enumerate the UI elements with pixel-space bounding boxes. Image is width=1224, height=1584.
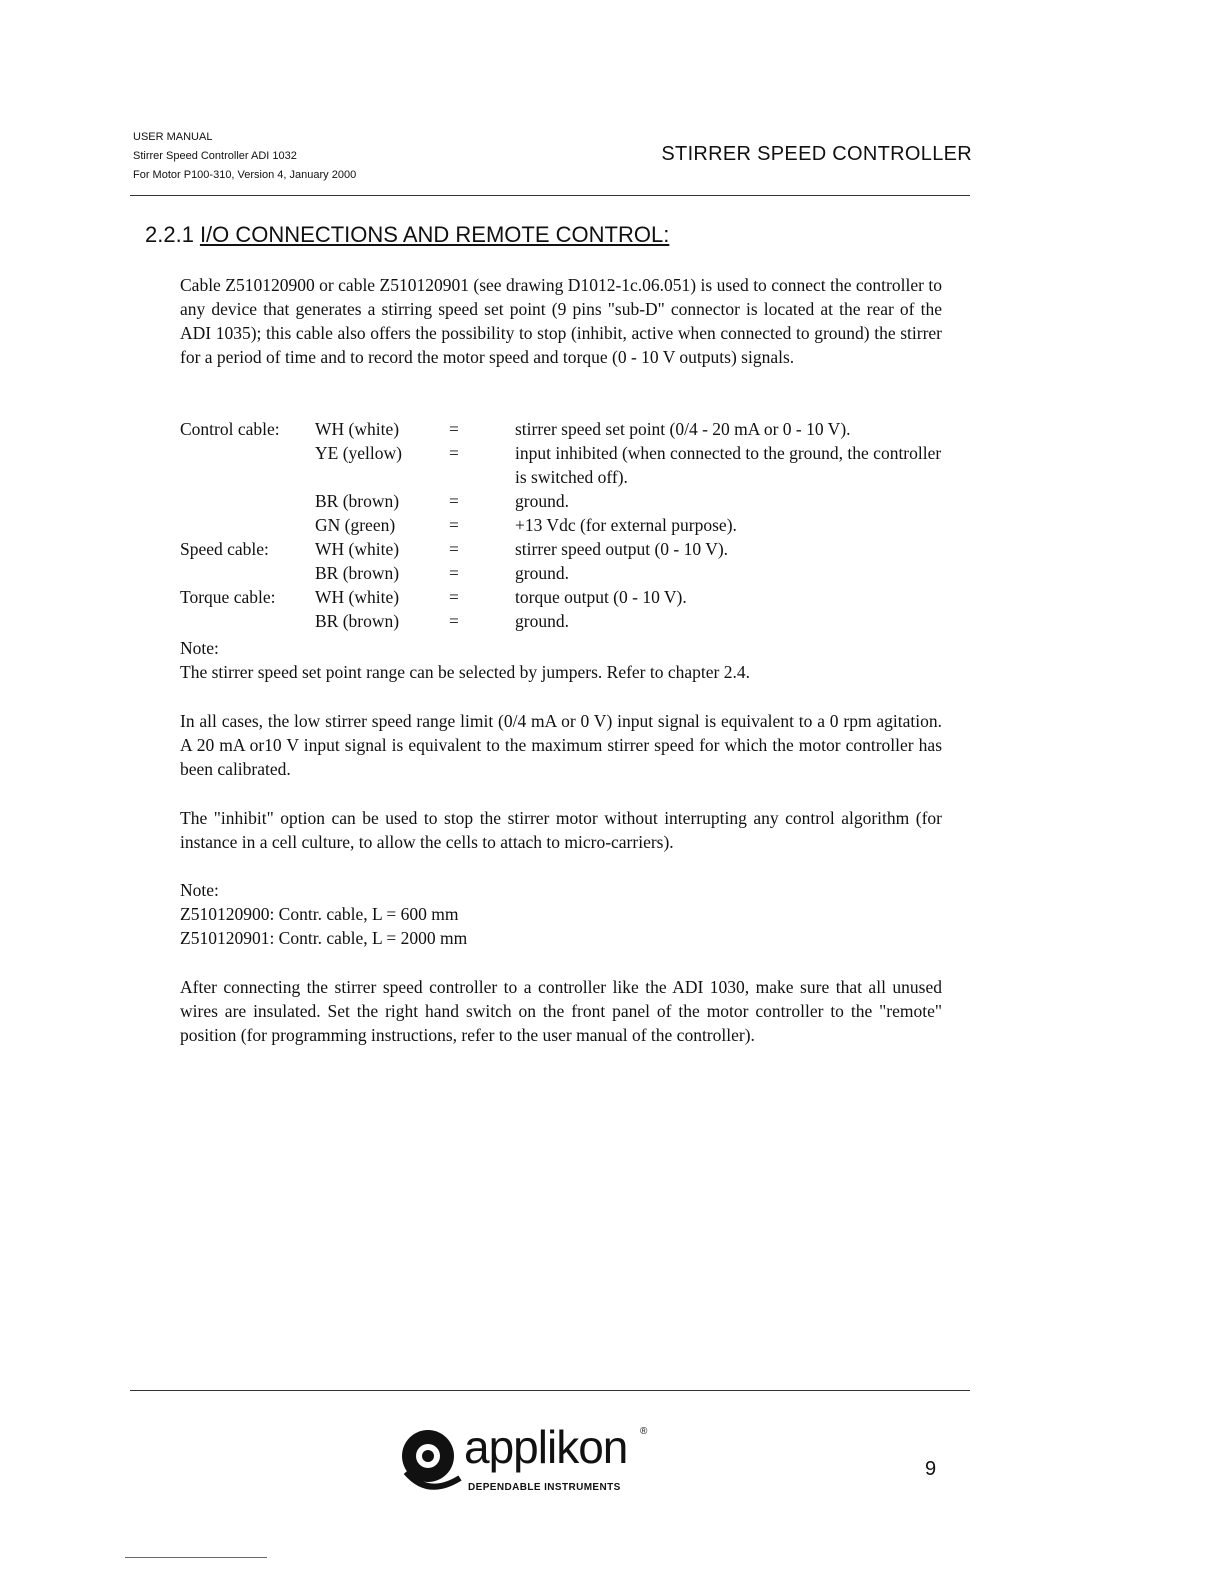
header-manual-label: USER MANUAL bbox=[133, 131, 213, 143]
cable-name: Control cable: bbox=[180, 419, 280, 439]
document-header-info bbox=[133, 128, 356, 185]
connection-row bbox=[180, 537, 942, 561]
inhibit-paragraph-block bbox=[180, 806, 942, 854]
wire-color: WH (white) bbox=[315, 587, 400, 607]
cable-name bbox=[180, 561, 315, 585]
wire-function: ground. bbox=[515, 491, 569, 511]
page-number: 9 bbox=[925, 1458, 937, 1480]
wire-function: torque output (0 - 10 V). bbox=[515, 587, 687, 607]
note-label: Note: bbox=[180, 638, 219, 658]
equals-sign: = bbox=[449, 419, 459, 439]
header-product-line: Stirrer Speed Controller ADI 1032 bbox=[133, 150, 297, 162]
connection-row bbox=[180, 513, 942, 537]
wire-color: GN (green) bbox=[315, 515, 396, 535]
section-title: I/O CONNECTIONS AND REMOTE CONTROL: bbox=[199, 222, 670, 247]
range-paragraph-block bbox=[180, 709, 942, 781]
cable-name: Torque cable: bbox=[180, 587, 276, 607]
section-number: 2.2.1 bbox=[145, 222, 194, 247]
equals-sign: = bbox=[449, 539, 459, 559]
range-paragraph: In all cases, the low stirrer speed range limit (0/4 mA or 0 V) input signal is equivalent to a 0 rpm agitation. A 20 mA or10 V input signal is equivalent to the maximum stirrer speed for which the motor controller has been calibrated. bbox=[180, 711, 942, 779]
wire-color: BR (brown) bbox=[315, 563, 400, 583]
wire-function: ground. bbox=[515, 563, 569, 583]
wire-color: BR (brown) bbox=[315, 611, 400, 631]
applikon-logo bbox=[398, 1420, 658, 1500]
equals-sign: = bbox=[449, 611, 459, 631]
wire-color: BR (brown) bbox=[315, 491, 400, 511]
connection-row bbox=[180, 441, 942, 489]
equals-sign: = bbox=[449, 563, 459, 583]
footer-divider bbox=[130, 1390, 970, 1391]
wire-color: WH (white) bbox=[315, 419, 400, 439]
cable-name bbox=[180, 489, 315, 513]
wire-function: input inhibited (when connected to the ground, the controller is switched off). bbox=[515, 443, 942, 487]
after-paragraph: After connecting the stirrer speed controller to a controller like the ADI 1030, make sure that all unused wires are insulated. Set the right hand switch on the front panel of the motor controller to the "remote" position (for programming instructions, refer to the user manual of the controller). bbox=[180, 977, 942, 1045]
inhibit-paragraph: The "inhibit" option can be used to stop the stirrer motor without interrupting any control algorithm (for instance in a cell culture, to allow the cells to attach to micro-carriers). bbox=[180, 808, 942, 852]
note-label: Note: bbox=[180, 880, 219, 900]
applikon-emblem-icon bbox=[398, 1420, 468, 1500]
connections-table bbox=[180, 417, 942, 633]
note-cable-2000: Z510120901: Contr. cable, L = 2000 mm bbox=[180, 928, 468, 948]
connection-row bbox=[180, 561, 942, 585]
connection-row bbox=[180, 417, 942, 441]
brand-name: applikon bbox=[464, 1421, 628, 1473]
connection-row bbox=[180, 609, 942, 633]
connection-row bbox=[180, 585, 942, 609]
wire-function: stirrer speed output (0 - 10 V). bbox=[515, 539, 729, 559]
header-divider bbox=[130, 195, 970, 196]
equals-sign: = bbox=[449, 443, 459, 463]
intro-paragraph: Cable Z510120900 or cable Z510120901 (see drawing D1012-1c.06.051) is used to connect the controller to any device that generates a stirring speed set point (9 pins "sub-D" connector is located at the rear of the ADI 1035); this cable also offers the possibility to stop (inhibit, active when connected to ground) the stirrer for a period of time and to record the motor speed and torque (0 - 10 V outputs) signals. bbox=[180, 275, 942, 367]
note-block-1 bbox=[180, 636, 942, 684]
note-cable-600: Z510120900: Contr. cable, L = 600 mm bbox=[180, 904, 459, 924]
wire-color: YE (yellow) bbox=[315, 443, 402, 463]
connection-row bbox=[180, 489, 942, 513]
cable-name: Speed cable: bbox=[180, 539, 269, 559]
equals-sign: = bbox=[449, 491, 459, 511]
equals-sign: = bbox=[449, 515, 459, 535]
brand-tagline: DEPENDABLE INSTRUMENTS bbox=[468, 1482, 621, 1493]
intro-paragraph-block bbox=[180, 273, 942, 369]
wire-color: WH (white) bbox=[315, 539, 400, 559]
header-title: STIRRER SPEED CONTROLLER bbox=[661, 143, 972, 165]
wire-function: stirrer speed set point (0/4 - 20 mA or 0 - 10 V). bbox=[515, 419, 851, 439]
note-block-2 bbox=[180, 878, 942, 950]
equals-sign: = bbox=[449, 587, 459, 607]
section-heading bbox=[145, 222, 669, 248]
wire-function: +13 Vdc (for external purpose). bbox=[515, 515, 737, 535]
bottom-edge-line bbox=[125, 1557, 267, 1558]
note-text: The stirrer speed set point range can be selected by jumpers. Refer to chapter 2.4. bbox=[180, 662, 750, 682]
after-paragraph-block bbox=[180, 975, 942, 1047]
cable-name bbox=[180, 513, 315, 537]
cable-name bbox=[180, 609, 315, 633]
cable-name bbox=[180, 441, 315, 489]
header-version-line: For Motor P100-310, Version 4, January 2000 bbox=[133, 169, 357, 181]
registered-mark: ® bbox=[640, 1426, 648, 1437]
wire-function: ground. bbox=[515, 611, 569, 631]
